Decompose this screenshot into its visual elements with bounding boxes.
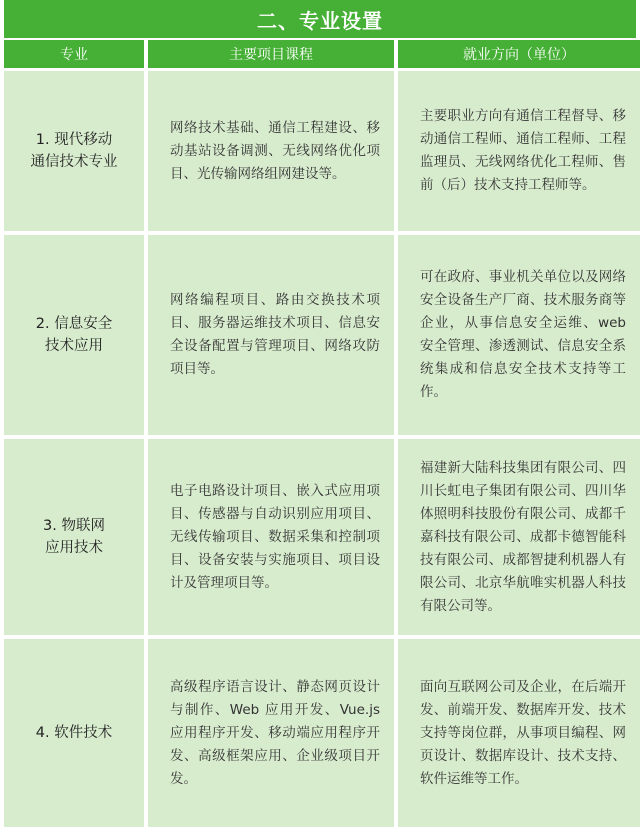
courses-text: 网络技术基础、通信工程建设、移动基站设备调测、无线网络优化项目、光传输网络组网建设等。: [170, 119, 380, 182]
courses-cell: [148, 235, 394, 435]
employment-text: 可在政府、事业机关单位以及网络安全设备生产厂商、技术服务商等企业，从事信息安全运维、web 安全管理、渗透测试、信息安全系统集成和信息安全技术支持等工作。: [420, 269, 626, 400]
header-major: 专业: [4, 40, 144, 68]
header-courses: 主要项目课程: [148, 40, 394, 68]
major-cell: [4, 71, 144, 231]
major-name: 2. 信息安全 技术应用: [35, 316, 113, 354]
employment-text: 主要职业方向有通信工程督导、移动通信工程师、通信工程师、工程监理员、无线网络优化工程师、售前（后）技术支持工程师等。: [420, 108, 626, 193]
major-cell: [4, 639, 144, 827]
courses-cell: [148, 439, 394, 635]
courses-text: 高级程序语言设计、静态网页设计与制作、Web 应用开发、Vue.js 应用程序开发、移动端应用程序开发、高级框架应用、企业级项目开发。: [170, 678, 380, 787]
major-name: 4. 软件技术: [35, 725, 113, 741]
employment-text: 面向互联网公司及企业，在后端开发、前端开发、数据库开发、技术支持等岗位群，从事项目编程、网页设计、数据库设计、技术支持、软件运维等工作。: [420, 678, 626, 787]
employment-cell: [398, 639, 640, 827]
courses-text: 网络编程项目、路由交换技术项目、服务器运维技术项目、信息安全设备配置与管理项目、网络攻防项目等。: [170, 292, 380, 377]
employment-text: 福建新大陆科技集团有限公司、四川长虹电子集团有限公司、四川华体照明科技股份有限公司、成都千嘉科技有限公司、成都卡德智能科技有限公司、成都智捷利机器人有限公司、北京华航唯实机器人科技有限公司等。: [420, 459, 626, 614]
major-name: 3. 物联网 应用技术: [43, 518, 105, 556]
majors-table: [4, 38, 636, 827]
section-title: 二、专业设置: [4, 0, 636, 38]
courses-cell: [148, 71, 394, 231]
employment-cell: [398, 71, 640, 231]
header-employment: 就业方向（单位）: [398, 40, 640, 68]
major-name: 1. 现代移动 通信技术专业: [30, 132, 118, 170]
employment-cell: [398, 439, 640, 635]
employment-cell: [398, 235, 640, 435]
courses-text: 电子电路设计项目、嵌入式应用项目、传感器与自动识别应用项目、无线传输项目、数据采集和控制项目、设备安装与实施项目、项目设计及管理项目等。: [170, 482, 380, 591]
major-cell: [4, 235, 144, 435]
courses-cell: [148, 639, 394, 827]
major-cell: [4, 439, 144, 635]
